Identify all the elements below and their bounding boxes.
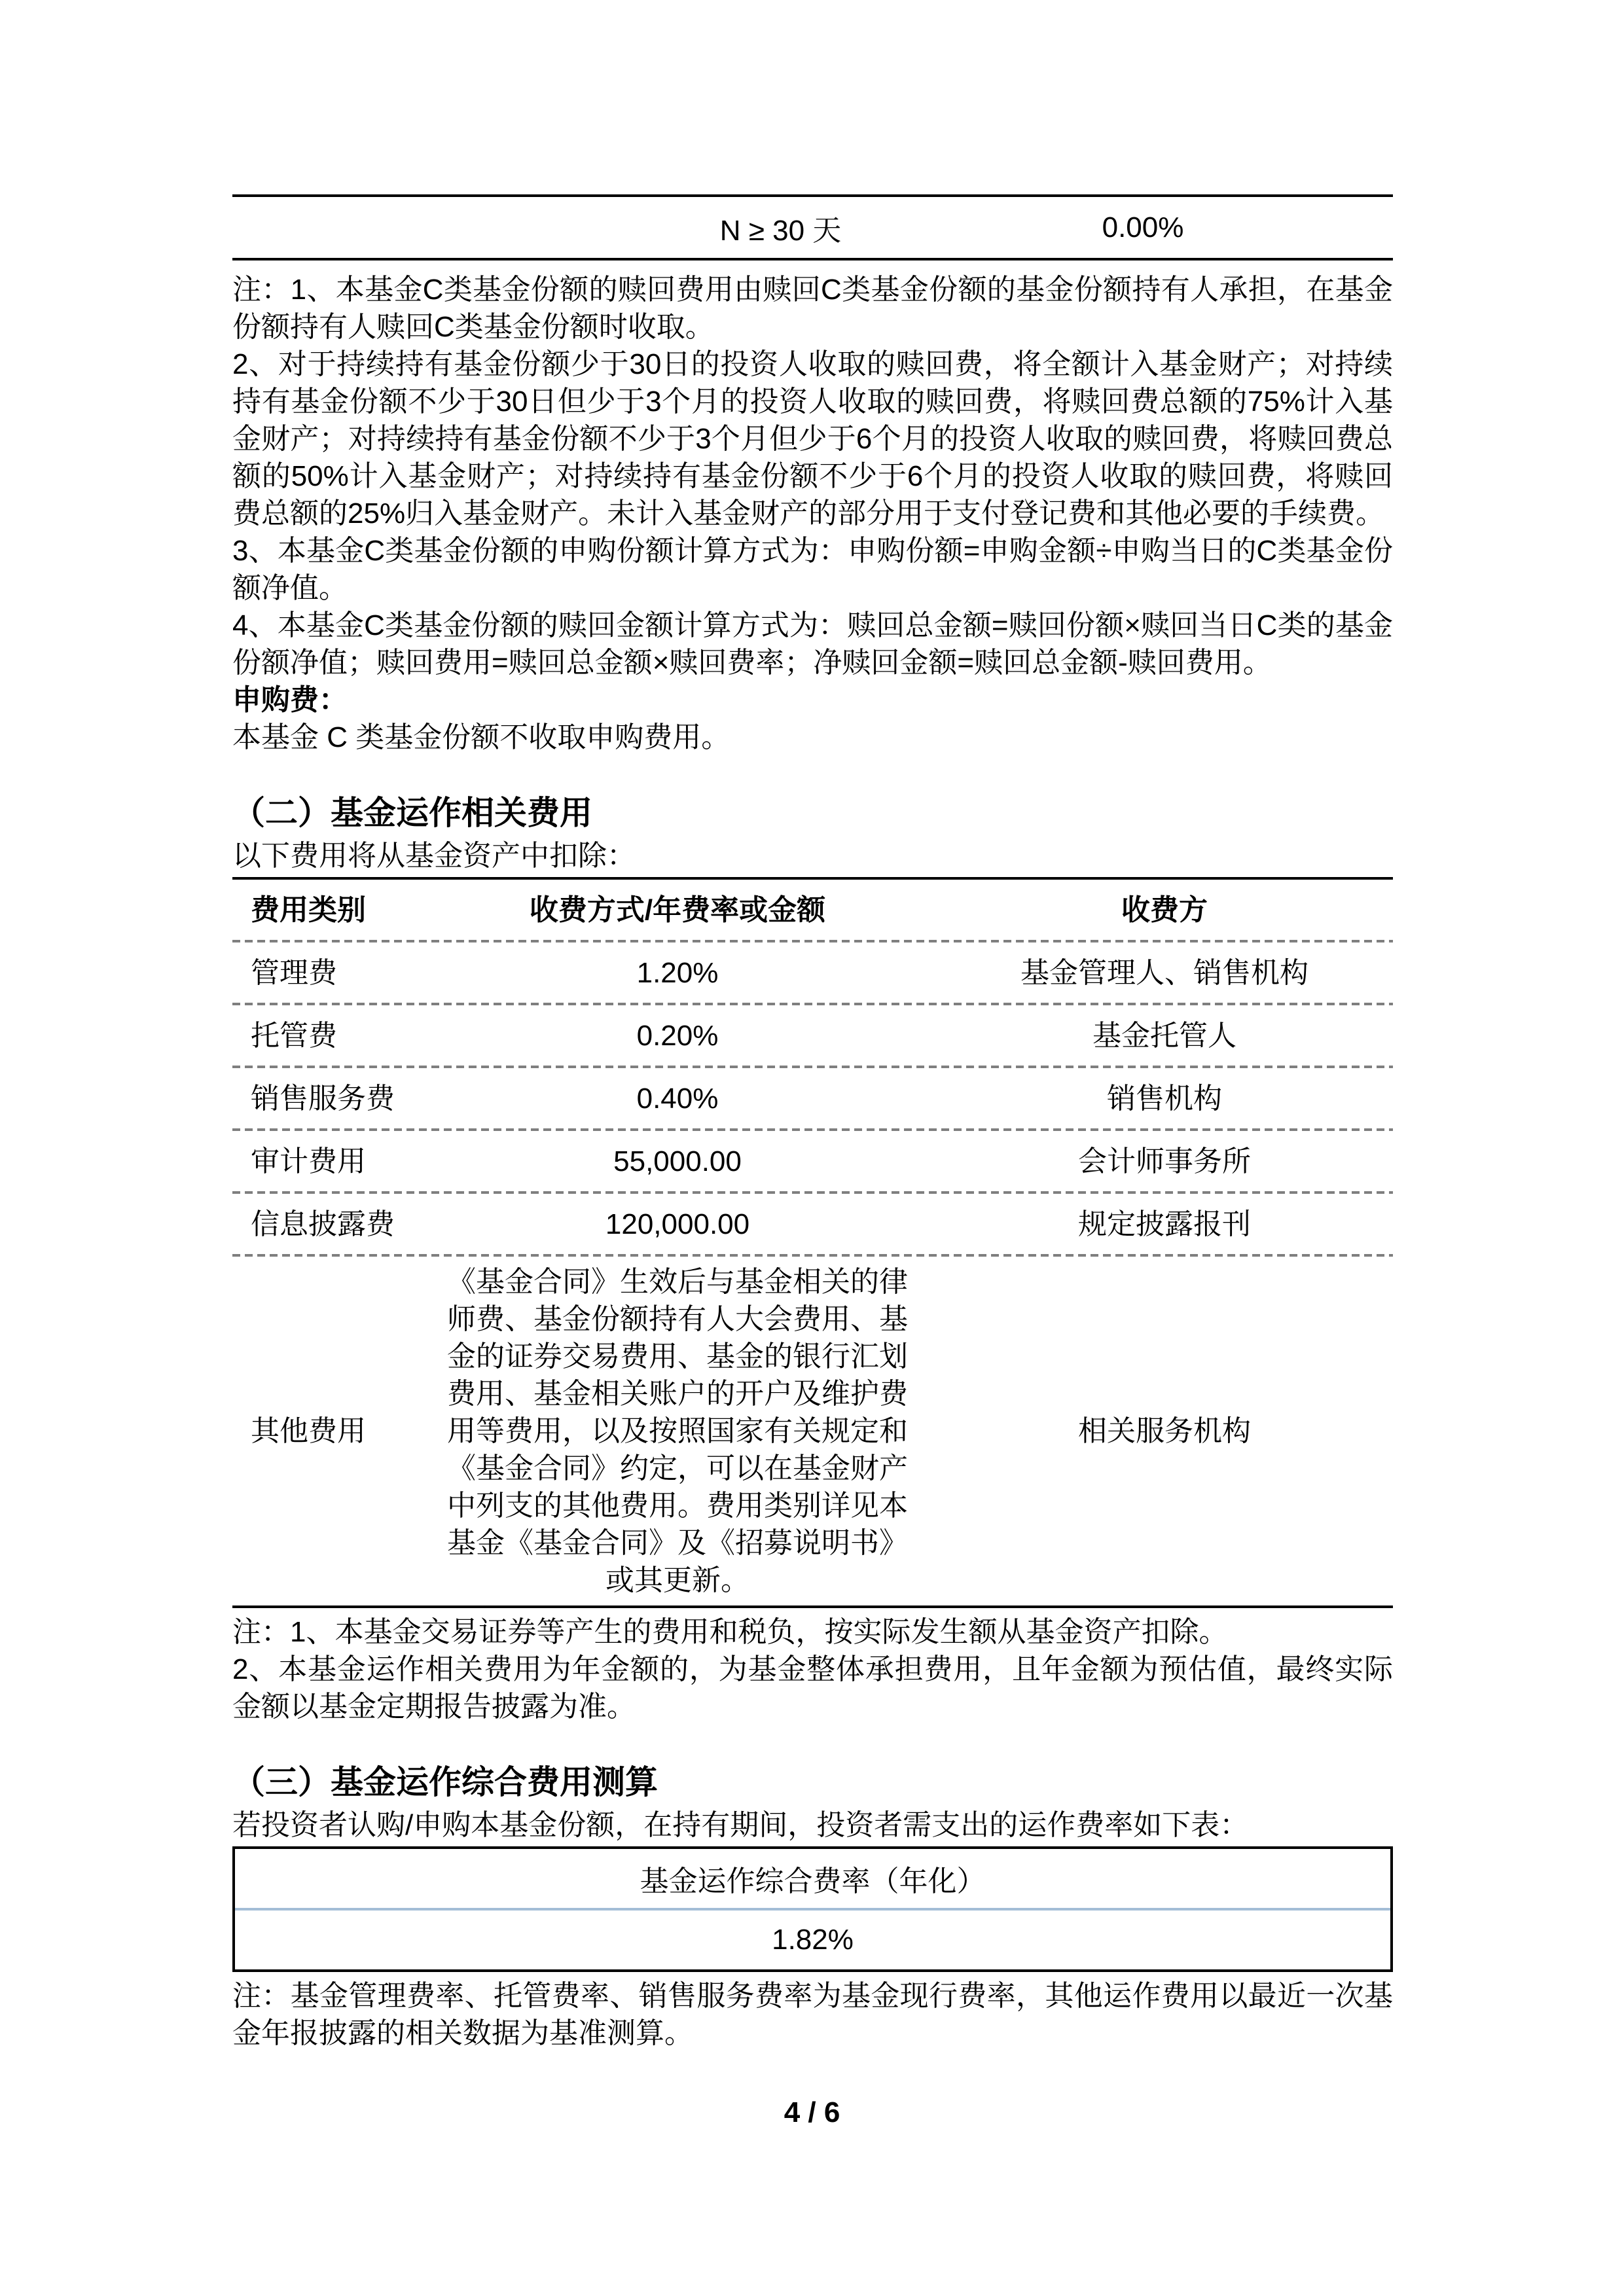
fee-table bbox=[232, 877, 1393, 1608]
table-row-other-fees bbox=[232, 1257, 1393, 1605]
subscription-fee-label: 申购费： bbox=[232, 684, 348, 716]
fee-table-header-row bbox=[232, 880, 1393, 940]
cell-payee: 规定披露报刊 bbox=[1078, 1208, 1251, 1240]
cell-category: 信息披露费 bbox=[251, 1208, 395, 1240]
summary-table-value: 1.82% bbox=[772, 1924, 854, 1956]
section2-intro: 以下费用将从基金资产中扣除： bbox=[232, 840, 636, 872]
note-paragraph-2: 2、对于持续持有基金份额少于30日的投资人收取的赎回费，将全额计入基金财产；对持续持有基金份额不少于30日但少于3个月的投资人收取的赎回费，将赎回费总额的75%计入基金财产；对持续持有基金份额不少于3个月但少于6个月的投资人收取的赎回费，将赎回费总额的50%计入基金财产；对持续持有基金份额不少于6个月的投资人收取的赎回费，将赎回费总额的25%归入基金财产。未计入基金财产的部分用于支付登记费和其他必要的手续费。 bbox=[232, 348, 1393, 529]
page-content bbox=[232, 0, 1393, 2052]
note-paragraph-3: 3、本基金C类基金份额的申购份额计算方式为：申购份额=申购金额÷申购当日的C类基金份额净值。 bbox=[232, 535, 1393, 604]
table-row-custody-fee bbox=[232, 1005, 1393, 1066]
cell-category: 销售服务费 bbox=[251, 1082, 395, 1115]
cell-category: 审计费用 bbox=[251, 1145, 366, 1177]
cell-payee: 会计师事务所 bbox=[1078, 1145, 1251, 1177]
note-paragraph-4: 4、本基金C类基金份额的赎回金额计算方式为：赎回总金额=赎回份额×赎回当日C类的基金份额净值；赎回费用=赎回总金额×赎回费率；净赎回金额=赎回总金额-赎回费用。 bbox=[232, 609, 1393, 679]
subscription-fee-text: 本基金 C 类基金份额不收取申购费用。 bbox=[232, 721, 731, 753]
section2-heading: （二）基金运作相关费用 bbox=[232, 795, 592, 831]
cell-category: 其他费用 bbox=[251, 1415, 366, 1447]
note-paragraph-1: 注：1、本基金C类基金份额的赎回费用由赎回C类基金份额的基金份额持有人承担，在基金份额持有人赎回C类基金份额时收取。 bbox=[232, 274, 1393, 343]
cell-category: 管理费 bbox=[251, 956, 337, 989]
cell-payee: 销售机构 bbox=[1107, 1082, 1222, 1115]
cell-category: 托管费 bbox=[251, 1019, 337, 1052]
cell-rate: 120,000.00 bbox=[605, 1208, 750, 1240]
cell-payee: 基金托管人 bbox=[1092, 1019, 1236, 1052]
header-category: 费用类别 bbox=[251, 893, 366, 926]
table-row-management-fee bbox=[232, 942, 1393, 1003]
cell-payee: 基金管理人、销售机构 bbox=[1020, 956, 1308, 989]
section3-heading: （三）基金运作综合费用测算 bbox=[232, 1764, 658, 1801]
table-row-sales-service-fee bbox=[232, 1068, 1393, 1128]
holding-period-cell: N ≥ 30 天 bbox=[719, 214, 842, 247]
cell-rate: 0.20% bbox=[636, 1019, 719, 1052]
page-number: 4 / 6 bbox=[784, 2096, 840, 2128]
summary-table-note-block bbox=[232, 1977, 1393, 2052]
redemption-rate-cell: 0.00% bbox=[1102, 211, 1184, 243]
fee-table-notes bbox=[232, 1613, 1393, 1725]
table-row-audit-fee bbox=[232, 1131, 1393, 1191]
carryover-table bbox=[232, 194, 1393, 260]
fee-note-2: 2、本基金运作相关费用为年金额的，为基金整体承担费用，且年金额为预估值，最终实际金额以基金定期报告披露为准。 bbox=[232, 1653, 1393, 1723]
cell-rate: 0.40% bbox=[636, 1082, 719, 1115]
header-rate: 收费方式/年费率或金额 bbox=[529, 893, 826, 926]
summary-table-header: 基金运作综合费率（年化） bbox=[640, 1865, 986, 1897]
section3-intro: 若投资者认购/申购本基金份额，在持有期间，投资者需支出的运作费率如下表： bbox=[232, 1809, 1249, 1841]
cell-rate: 55,000.00 bbox=[613, 1145, 742, 1177]
cell-rate: 1.20% bbox=[636, 956, 719, 989]
summary-note: 注：基金管理费率、托管费率、销售服务费率为基金现行费率，其他运作费用以最近一次基金年报披露的相关数据为基准测算。 bbox=[232, 1980, 1393, 2049]
cell-rate: 《基金合同》生效后与基金相关的律师费、基金份额持有人大会费用、基金的证券交易费用、基金的银行汇划费用、基金相关账户的开户及维护费用等费用，以及按照国家有关规定和《基金合同》约定，可以在基金财产中列支的其他费用。费用类别详见本基金《基金合同》及《招募说明书》或其更新。 bbox=[447, 1266, 908, 1596]
summary-table bbox=[232, 1846, 1393, 1972]
cell-payee: 相关服务机构 bbox=[1078, 1415, 1251, 1447]
redemption-notes bbox=[232, 271, 1393, 756]
fee-note-1: 注：1、本基金交易证券等产生的费用和税负，按实际发生额从基金资产扣除。 bbox=[232, 1616, 1228, 1648]
table-row-disclosure-fee bbox=[232, 1194, 1393, 1254]
header-payee: 收费方 bbox=[1121, 893, 1208, 926]
